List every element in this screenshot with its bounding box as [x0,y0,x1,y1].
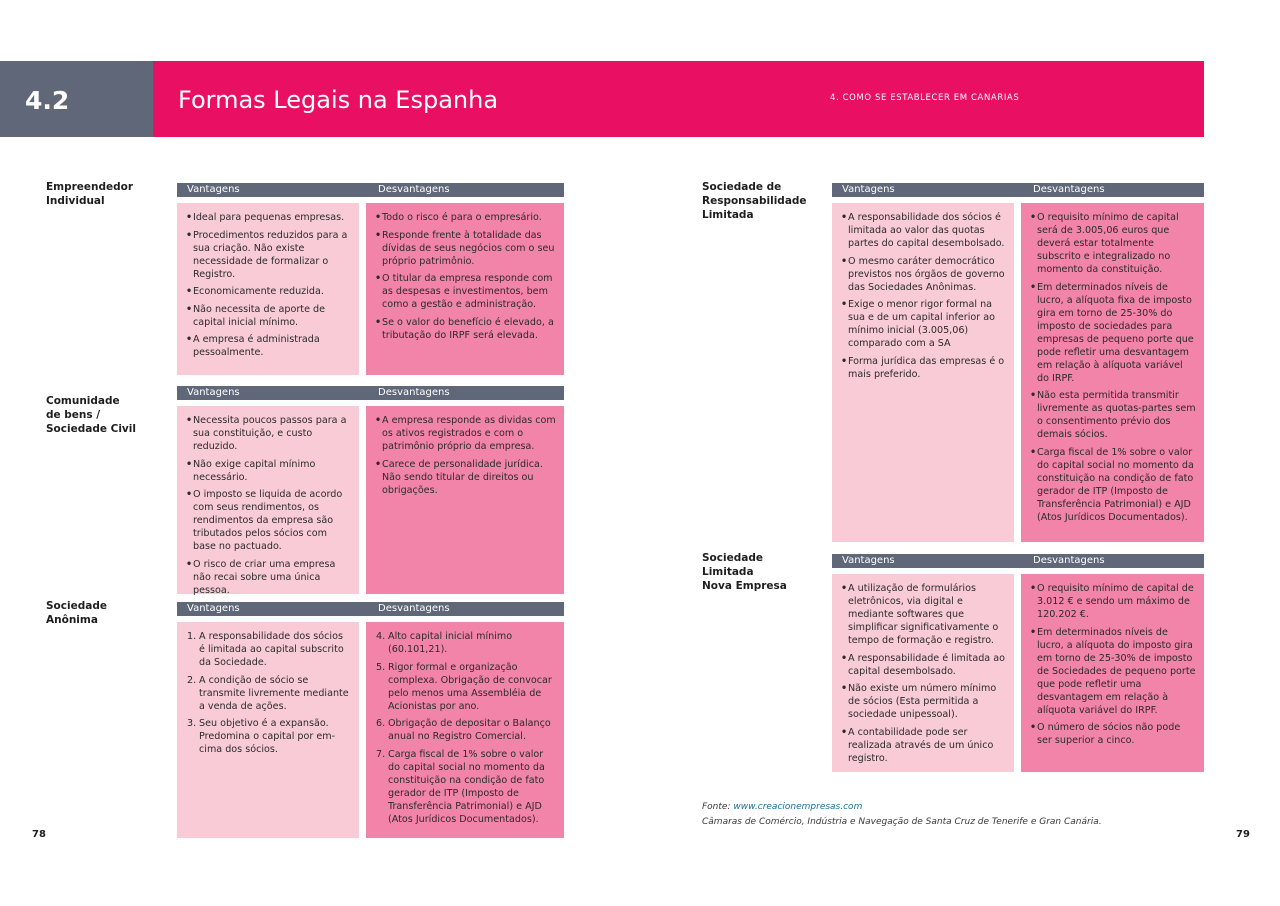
list-item: • Se o valor do benefício é elevado, a tributação do IRPF será elevada. [376,316,556,342]
disadvantages-header: Desvantagens [1033,184,1105,195]
disadvantages-list [1031,582,1196,747]
list-item: 7. Carga fiscal de 1% sobre o valor do capital social no momento da constituição na condição de fato gerador de ITP (Imposto de Transferência Patrimonial) e AJD (Atos Jurídicos Documentados). [376,748,556,826]
advantages-box [832,203,1014,542]
section-title-empreendedor [46,180,171,208]
list-item: • Forma jurídica das empresas é o mais preferido. [842,355,1006,381]
section-title-line: Sociedade [46,600,107,612]
advantages-box [177,622,359,838]
disadvantages-header: Desvantagens [378,387,450,398]
advantages-header: Vantagens [842,184,895,195]
disadvantages-list [376,630,556,826]
section-title-line: Individual [46,195,105,207]
list-item: • Carga fiscal de 1% sobre o valor do capital social no momento da constituição na condição de fato gerador de ITP (Imposto de Transferência Patrimonial) e AJD (Atos Jurídicos Documentados). [1031,446,1196,524]
disadvantages-list [376,211,556,342]
list-item: • Economicamente reduzida. [187,285,351,298]
list-item: • O requisito mínimo de capital será de 3.005,06 euros que deverá estar totalmente subscrito e integralizado no momento da constituição. [1031,211,1196,276]
section-title-line: Sociedade de [702,181,782,193]
list-item: • O titular da empresa responde com as despesas e investimentos, bem como a gestão e administração. [376,272,556,311]
list-item: • A empresa responde as dividas com os ativos registrados e com o patrimônio próprio da empresa. [376,414,556,453]
list-item: • Responde frente à totalidade das dívidas de seus negócios com o seu próprio patrimônio. [376,229,556,268]
section-title-line: Nova Empresa [702,580,787,592]
section-title-line: Sociedade [702,552,763,564]
list-item: 6. Obrigação de depositar o Balanço anual no Registro Comercial. [376,717,556,743]
disadvantages-box [366,622,564,838]
table-header [177,602,564,616]
list-item: • Necessita poucos passos para a sua constituição, e custo reduzido. [187,414,351,453]
list-item: • Carece de personalidade jurídica. Não sendo titular de direitos ou obrigações. [376,458,556,497]
list-item: • Não existe um número mínimo de sócios (Esta permitida a sociedade unipessoal). [842,682,1006,721]
source-label: Fonte: [702,802,731,812]
list-item: • O requisito mínimo de capital de 3.012 € e sendo um máximo de 120.202 €. [1031,582,1196,621]
disadvantages-box [366,203,564,375]
disadvantages-list [376,414,556,497]
table-header [177,183,564,197]
page-number-left: 78 [32,829,46,840]
advantages-list [842,582,1006,765]
list-item: • Ideal para pequenas empresas. [187,211,351,224]
list-item: 5. Rigor formal e organização complexa. Obrigação de convocar pelo menos uma Assembléia de Acionistas por ano. [376,661,556,713]
list-item: • A contabilidade pode ser realizada através de um único registro. [842,726,1006,765]
list-item: • Exige o menor rigor formal na sua e de um capital inferior ao mínimo inicial (3.005,06) comparado com a SA [842,298,1006,350]
list-item: • Não necessita de aporte de capital inicial mínimo. [187,303,351,329]
chapter-label: 4. COMO SE ESTABLECER EM CANARIAS [830,93,1020,103]
disadvantages-box [366,406,564,594]
section-title-line: Comunidade [46,395,120,407]
section-title-slne [702,551,827,593]
advantages-box [832,574,1014,772]
disadvantages-header: Desvantagens [378,603,450,614]
section-title-srl [702,180,827,222]
source-citation [702,800,1102,830]
source-link[interactable]: www.creacionempresas.com [733,802,863,812]
page-title: Formas Legais na Espanha [178,86,499,114]
section-title-line: Anônima [46,614,98,626]
advantages-list [187,414,351,597]
disadvantages-header: Desvantagens [378,184,450,195]
section-title-line: Limitada [702,209,754,221]
list-item: • O imposto se liquida de acordo com seus rendimentos, os rendimentos da empresa são tributados pelos sócios com base no pactuado. [187,488,351,553]
list-item: • Não esta permitida transmitir livremente as quotas-partes sem o consentimento prévio dos demais sócios. [1031,389,1196,441]
list-item: • Não exige capital mínimo necessário. [187,458,351,484]
section-number-block [0,61,153,137]
list-item: • O número de sócios não pode ser superior a cinco. [1031,721,1196,747]
list-item: • O risco de criar uma empresa não recai sobre uma única pessoa. [187,558,351,597]
list-item: 1. A responsabilidade dos sócios é limitada ao capital subscrito da Sociedade. [187,630,351,669]
advantages-list [187,211,351,359]
list-item: • A responsabilidade é limitada ao capital desembolsado. [842,652,1006,678]
section-title-line: Responsabilidade [702,195,807,207]
disadvantages-box [1021,203,1204,542]
list-item: 4. Alto capital inicial mínimo (60.101,21). [376,630,556,656]
list-item: • O mesmo caráter democrático previstos nos órgãos de governo das Sociedades Anônimas. [842,255,1006,294]
section-number: 4.2 [25,86,70,115]
advantages-header: Vantagens [842,555,895,566]
section-title-line: Sociedade Civil [46,423,136,435]
list-item: • A responsabilidade dos sócios é limitada ao valor das quotas partes do capital desembolsado. [842,211,1006,250]
disadvantages-header: Desvantagens [1033,555,1105,566]
list-item: 2. A condição de sócio se transmite livremente mediante a venda de ações. [187,674,351,713]
section-title-line: Empreendedor [46,181,134,193]
advantages-box [177,406,359,594]
list-item: • Em determinados níveis de lucro, a alíquota fixa de imposto gira em torno de 25-30% do imposto de sociedades para empresas de pequeno porte que pode refletir uma desvantagem em relação à alíquota variável do IRPF. [1031,281,1196,385]
table-header [832,183,1204,197]
advantages-box [177,203,359,375]
disadvantages-box [1021,574,1204,772]
source-note: Câmaras de Comércio, Indústria e Navegação de Santa Cruz de Tenerife e Gran Canária. [702,817,1102,827]
list-item: • Em determinados níveis de lucro, a alíquota do imposto gira em torno de 25-30% de imposto de Sociedades de pequeno porte que pode refletir uma desvantagem em relação à alíquota variável do IRPF. [1031,626,1196,717]
advantages-header: Vantagens [187,184,240,195]
section-title-comunidade [46,394,171,436]
list-item: • A empresa é administrada pessoalmente. [187,333,351,359]
page-number-right: 79 [1236,829,1250,840]
advantages-header: Vantagens [187,387,240,398]
section-title-line: Limitada [702,566,754,578]
table-header [177,386,564,400]
disadvantages-list [1031,211,1196,524]
list-item: • Todo o risco é para o empresário. [376,211,556,224]
list-item: • A utilização de formulários eletrônicos, via digital e mediante softwares que simplificar significativamente o tempo de formação e registro. [842,582,1006,647]
advantages-list [842,211,1006,381]
table-header [832,554,1204,568]
section-title-sociedade-anonima [46,599,171,627]
list-item: 3. Seu objetivo é a expansão. Predomina o capital por em-cima dos sócios. [187,717,351,756]
source-line [702,800,1102,815]
advantages-list [187,630,351,756]
section-title-line: de bens / [46,409,101,421]
list-item: • Procedimentos reduzidos para a sua criação. Não existe necessidade de formalizar o Registro. [187,229,351,281]
advantages-header: Vantagens [187,603,240,614]
